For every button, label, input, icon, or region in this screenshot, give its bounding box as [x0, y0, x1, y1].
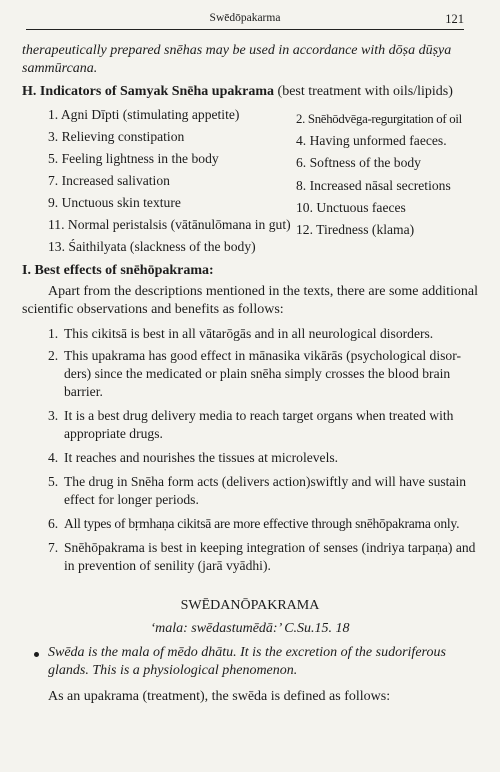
- indicator-item: 11. Normal peristalsis (vātānulōmana in gut): [48, 217, 291, 232]
- indicator-item: 4. Having unformed faeces.: [296, 133, 447, 148]
- section-h-heading: [22, 83, 453, 101]
- section-title: SWĒDANŌPAKRAMA: [180, 598, 320, 613]
- list-item-number: 3.: [48, 408, 59, 423]
- list-item-number: 4.: [48, 450, 59, 465]
- intro-line-1: therapeutically prepared snēhas may be used in accordance with dōṣa dūṣya: [22, 43, 452, 58]
- indicator-item: 6. Softness of the body: [296, 155, 421, 170]
- list-item-line: ders) since the medicated or plain snēha simply crosses the blood brain: [64, 366, 451, 381]
- indicator-item: 3. Relieving constipation: [48, 129, 185, 144]
- list-item-line: This upakrama has good effect in mānasika vikārās (psychological disor-: [64, 348, 461, 363]
- indicator-item: 5. Feeling lightness in the body: [48, 151, 219, 166]
- list-item-line: effect for longer periods.: [64, 492, 199, 507]
- indicator-item: 8. Increased nāsal secretions: [296, 178, 451, 193]
- list-item-line: Snēhōpakrama is best in keeping integration of senses (indriya tarpaṇa) and: [64, 540, 476, 555]
- list-item-line: All types of bṛmhaṇa cikitsā are more effective through snēhōpakrama only.: [64, 516, 460, 531]
- section-h-heading-bold: H. Indicators of Samyak Snēha upakrama: [22, 84, 275, 99]
- sutra-reference: C.Su.15. 18: [280, 621, 350, 636]
- list-item-number: 1.: [48, 326, 59, 341]
- list-item-line: This cikitsā is best in all vātarōgās and in all neurological disorders.: [64, 326, 434, 341]
- list-item-line: It reaches and nourishes the tissues at microlevels.: [64, 450, 339, 465]
- list-item-line: The drug in Snēha form acts (delivers action)swiftly and will have sustain: [64, 474, 467, 489]
- sutra-quote: [0, 620, 500, 638]
- list-item-line: in prevention of senility (jarā vyādhi).: [64, 558, 271, 573]
- bullet-icon: [34, 652, 39, 657]
- list-item-number: 7.: [48, 540, 59, 555]
- list-item-line: barrier.: [64, 384, 103, 399]
- running-title: Swēdōpakarma: [209, 12, 281, 24]
- running-header: [26, 8, 464, 30]
- section-i-para-line-1: Apart from the descriptions mentioned in the texts, there are some additional: [48, 284, 478, 299]
- bullet-line-2: glands. This is a physiological phenomenon.: [48, 663, 298, 678]
- section-i-heading: I. Best effects of snēhōpakrama:: [22, 263, 214, 278]
- list-item-number: 2.: [48, 348, 59, 363]
- bullet-line-1: Swēda is the mala of mēdo dhātu. It is the excretion of the sudoriferous: [48, 645, 446, 660]
- list-item-number: 6.: [48, 516, 59, 531]
- indicator-item: 9. Unctuous skin texture: [48, 195, 181, 210]
- indicator-item: 12. Tiredness (klama): [296, 222, 415, 237]
- indicator-item: 2. Snēhōdvēga-regurgitation of oil: [296, 112, 462, 126]
- sutra-text: ‘mala: swēdastumēdā:’: [150, 621, 281, 636]
- header-rule: [26, 29, 464, 30]
- indicator-item: 13. Śaithilyata (slackness of the body): [48, 239, 256, 254]
- indicator-item: 1. Agni Dīpti (stimulating appetite): [48, 107, 240, 122]
- page-number: 121: [445, 12, 464, 26]
- section-i-para-line-2: scientific observations and benefits as follows:: [22, 302, 284, 317]
- list-item-line: It is a best drug delivery media to reach target organs when treated with: [64, 408, 454, 423]
- section-h-heading-rest: (best treatment with oils/lipids): [274, 84, 453, 99]
- list-item-number: 5.: [48, 474, 59, 489]
- closing-line: As an upakrama (treatment), the swēda is defined as follows:: [48, 689, 391, 704]
- list-item-line: appropriate drugs.: [64, 426, 163, 441]
- indicator-item: 10. Unctuous faeces: [296, 200, 406, 215]
- indicator-item: 7. Increased salivation: [48, 173, 170, 188]
- intro-line-2: sammūrcana.: [22, 61, 98, 76]
